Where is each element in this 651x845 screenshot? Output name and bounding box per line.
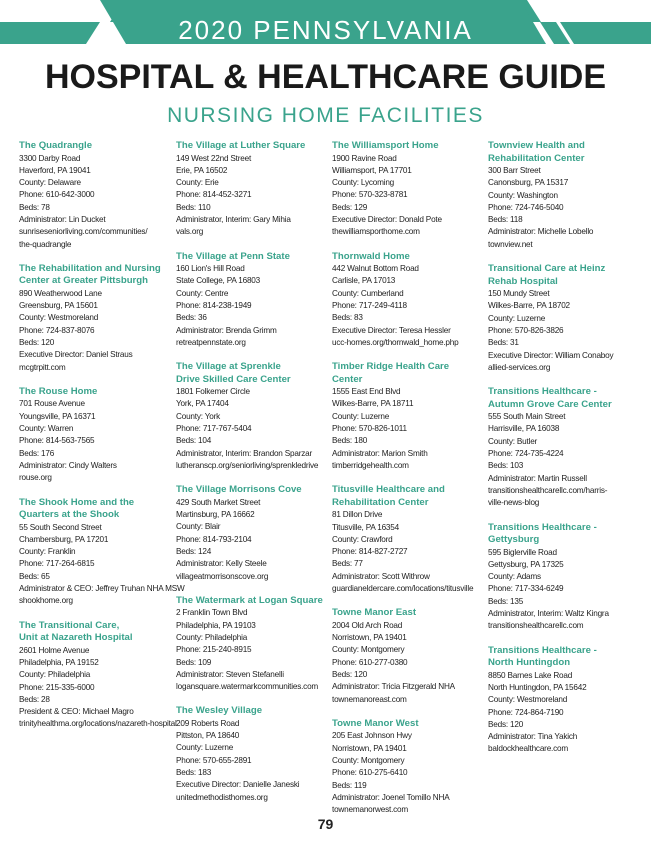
facility-detail: County: Blair [176,522,221,532]
facility-detail: President & CEO: Michael Magro [19,707,134,717]
facility-detail: Phone: 570-655-2891 [176,755,252,765]
facility-detail: Beds: 77 [332,559,363,569]
facility-name: The Rouse Home [19,385,98,397]
facility-detail: retreatpennstate.org [176,337,246,347]
facility-name: The Watermark at Logan Square [176,594,323,606]
facility-detail: Phone: 724-837-8076 [19,325,95,335]
facility-detail: Beds: 110 [176,202,211,212]
facility-detail: Administrator, Interim: Waltz Kingra [488,609,609,619]
facility-detail: Beds: 65 [19,571,50,581]
facility-detail: Administrator: Michelle Lobello [488,227,594,237]
facility-detail: mcgtrpitt.com [19,362,66,372]
facility-detail: transitionshealthcarellc.com [488,621,584,631]
facility-detail: Canonsburg, PA 15317 [488,178,569,188]
facility-name: The Village at Sprenkle [176,361,281,373]
facility-detail: Phone: 610-277-0380 [332,657,408,667]
facility-detail: Philadelphia, PA 19103 [176,620,256,630]
facility-name: Transitions Healthcare - [488,386,597,398]
facility-detail: unitedmethodisthomes.org [176,792,268,802]
facility-detail: Beds: 28 [19,694,50,704]
facility-detail: Phone: 724-735-4224 [488,449,564,459]
facility-name: Quarters at the Shook [19,509,120,521]
facility-detail: Phone: 814-827-2727 [332,547,408,557]
facility-detail: Administrator: Scott Withrow [332,571,430,581]
facility-detail: 701 Rouse Avenue [19,399,85,409]
facility-detail: villageatmorrisonscove.org [176,571,269,581]
facility-detail: Phone: 814-238-1949 [176,300,252,310]
facility-name: North Huntingdon [488,657,571,669]
facility-name: Rehabilitation Center [488,152,585,164]
facility-detail: Wilkes-Barre, PA 18711 [332,399,414,409]
facility-detail: 81 Dillon Drive [332,510,383,520]
facility-detail: Administrator: Joenel Tomillo NHA [332,792,450,802]
facility-entry [19,386,169,485]
facility-detail: Martinsburg, PA 16662 [176,510,255,520]
facility-entry [19,619,177,731]
facility-detail: Beds: 124 [176,546,212,556]
section-title: NURSING HOME FACILITIES [167,104,484,127]
facility-detail: 890 Weatherwood Lane [19,288,102,298]
facility-entry [488,140,638,251]
facility-name: The Williamsport Home [332,140,439,151]
facility-detail: 149 West 22nd Street [176,153,252,163]
facility-name: Townview Health and [488,140,585,151]
facility-detail: Carlisle, PA 17013 [332,276,396,286]
facility-name: The Shook Home and the [19,496,135,508]
facility-detail: Williamsport, PA 17701 [332,165,412,175]
facility-detail: Phone: 724-864-7190 [488,707,564,717]
facility-detail: Phone: 610-275-6410 [332,768,408,778]
facility-detail: the-quadrangle [19,239,72,249]
facility-detail: County: Luzerne [176,743,234,753]
facility-detail: County: Centre [176,288,229,298]
facility-detail: Youngsville, PA 16371 [19,411,96,421]
facility-detail: County: Westmoreland [19,313,99,323]
facility-detail: Beds: 180 [332,436,368,446]
facility-detail: 2601 Holme Avenue [19,645,90,655]
facility-entry [176,595,326,694]
facility-detail: Executive Director: Danielle Janeski [176,780,300,790]
facility-entry [488,522,638,633]
facility-detail: County: Crawford [332,534,393,544]
facility-detail: County: Erie [176,178,219,188]
facility-detail: North Huntingdon, PA 15642 [488,682,587,692]
facility-name: Thornwald Home [332,250,410,262]
facility-detail: York, PA 17404 [176,399,229,409]
facility-detail: Administrator: Tina Yakich [488,732,578,742]
facility-detail: Administrator: Lin Ducket [19,214,106,224]
facility-detail: Phone: 814-793-2104 [176,534,252,544]
facility-detail: 160 Lion's Hill Road [176,264,245,274]
facility-detail: baldockhealthcare.com [488,744,568,754]
facility-detail: County: Franklin [19,547,76,557]
facility-detail: timberridgehealth.com [332,460,409,470]
facility-entry [488,645,638,756]
facility-detail: 150 Mundy Street [488,289,550,299]
facility-entry [176,484,326,583]
facility-detail: Administrator: Steven Stefanelli [176,669,284,679]
header-banner [0,0,651,58]
facility-name: The Transitional Care, [19,619,120,631]
facility-detail: Pittston, PA 18640 [176,731,240,741]
facility-detail: Titusville, PA 16354 [332,522,399,532]
facility-detail: Beds: 118 [488,215,523,225]
facility-detail: Beds: 135 [488,596,524,606]
facility-detail: Beds: 120 [488,719,524,729]
facility-detail: Administrator: Martin Russell [488,473,587,483]
facility-detail: County: Butler [488,436,538,446]
facility-detail: Beds: 109 [176,657,212,667]
facility-name: Drive Skilled Care Center [176,373,291,385]
facility-entry [332,251,482,350]
facility-detail: County: Cumberland [332,288,404,298]
facility-detail: Norristown, PA 19401 [332,633,407,643]
facility-detail: 595 Biglerville Road [488,547,557,557]
facility-detail: Executive Director: Donald Pote [332,214,442,224]
facility-detail: 55 South Second Street [19,522,102,532]
facility-detail: Phone: 717-249-4118 [332,300,407,310]
facility-name: Autumn Grove Care Center [488,398,612,410]
facility-detail: County: Delaware [19,178,81,188]
facility-detail: Phone: 570-323-8781 [332,190,408,200]
facility-detail: 209 Roberts Road [176,718,240,728]
facility-detail: vals.org [176,227,204,237]
facility-entry [176,251,326,350]
facility-detail: Beds: 36 [176,313,207,323]
facility-detail: 442 Walnut Bottom Road [332,264,419,274]
facility-detail: guardianeldercare.com/locations/titusville [332,584,474,594]
facility-detail: Phone: 570-826-3826 [488,325,564,335]
facility-name: Rehabilitation Center [332,496,429,508]
facility-columns [19,140,644,815]
facility-name: Towne Manor East [332,607,417,619]
facility-detail: Phone: 570-826-1011 [332,424,407,434]
facility-detail: Harrisville, PA 16038 [488,424,560,434]
facility-detail: 205 East Johnson Hwy [332,731,412,741]
facility-detail: State College, PA 16803 [176,276,261,286]
facility-detail: County: Lycoming [332,178,395,188]
facility-entry [176,705,326,804]
column-2 [176,140,326,816]
facility-detail: 2004 Old Arch Road [332,620,403,630]
facility-detail: Chambersburg, PA 17201 [19,534,109,544]
facility-detail: ucc-homes.org/thornwald_home.php [332,337,459,347]
facility-detail: Philadelphia, PA 19152 [19,657,99,667]
facility-detail: Beds: 183 [176,768,212,778]
facility-detail: County: Philadelphia [176,632,248,642]
facility-detail: Beds: 103 [488,461,524,471]
facility-detail: 300 Barr Street [488,166,541,175]
facility-detail: Beds: 129 [332,202,368,212]
facility-name: The Wesley Village [176,705,263,717]
facility-detail: Erie, PA 16502 [176,165,228,175]
facility-detail: Norristown, PA 19401 [332,743,407,753]
facility-detail: Phone: 717-334-6249 [488,584,564,594]
facility-detail: Wilkes-Barre, PA 18702 [488,301,570,311]
facility-detail: sunriseseniorliving.com/communities/ [19,227,148,237]
facility-detail: Beds: 83 [332,313,363,323]
facility-name: Rehab Hospital [488,275,558,287]
facility-detail: shookhome.org [19,596,73,606]
facility-detail: Phone: 215-240-8915 [176,645,252,655]
facility-name: The Village at Luther Square [176,140,306,151]
facility-detail: Beds: 31 [488,338,519,348]
facility-entry [176,361,326,472]
facility-detail: Administrator: Kelly Steele [176,559,267,569]
facility-entry [332,361,482,472]
facility-detail: Phone: 610-642-3000 [19,190,95,200]
facility-detail: County: Adams [488,572,541,582]
facility-detail: 2 Franklin Town Blvd [176,608,248,618]
column-4 [488,140,638,768]
page-number: 79 [317,816,334,832]
facility-detail: rouse.org [19,473,52,483]
facility-detail: trinityhealthma.org/locations/nazareth-hospital [19,719,177,729]
facility-detail: Administrator, Interim: Gary Mihia [176,214,291,224]
facility-detail: Beds: 120 [19,338,55,348]
facility-detail: County: Luzerne [488,313,546,323]
facility-detail: lutheranscp.org/seniorliving/sprenkledrive [176,460,319,470]
facility-detail: 429 South Market Street [176,497,261,507]
facility-detail: allied-services.org [488,362,551,372]
facility-detail: Administrator: Cindy Walters [19,460,117,470]
facility-entry [19,140,169,251]
facility-entry [332,718,482,817]
facility-detail: Haverford, PA 19041 [19,165,91,175]
facility-detail: transitionshealthcarellc.com/harris- [488,485,608,495]
column-1 [19,140,185,743]
facility-name: Timber Ridge Health Care Center [332,361,450,385]
facility-detail: Beds: 119 [332,780,367,790]
facility-detail: County: York [176,411,221,421]
facility-detail: townemanoreast.com [332,694,407,704]
facility-detail: townview.net [488,239,533,249]
facility-detail: townemanorwest.com [332,805,409,815]
facility-detail: Phone: 814-563-7565 [19,436,95,446]
facility-detail: Administrator: Brenda Grimm [176,325,277,335]
facility-entry [488,263,638,374]
facility-detail: Administrator: Tricia Fitzgerald NHA [332,682,455,692]
facility-detail: County: Philadelphia [19,670,91,680]
facility-name: Titusville Healthcare and [332,484,445,496]
facility-name: The Quadrangle [19,140,93,151]
facility-entry [19,263,169,374]
facility-name: Towne Manor West [332,717,419,729]
facility-entry [332,484,482,595]
facility-detail: Executive Director: Teresa Hessler [332,325,451,335]
facility-entry [176,140,326,239]
facility-detail: Beds: 104 [176,436,212,446]
facility-name: Transitions Healthcare - [488,521,597,533]
facility-name: Gettysburg [488,534,540,546]
page-title: HOSPITAL & HEALTHCARE GUIDE [44,58,607,96]
facility-detail: County: Montgomery [332,755,405,765]
facility-name: The Rehabilitation and Nursing [19,262,161,274]
facility-entry [332,607,482,706]
facility-detail: County: Luzerne [332,411,390,421]
facility-detail: 555 South Main Street [488,412,566,422]
facility-detail: ville-news-blog [488,498,540,508]
facility-detail: Greensburg, PA 15601 [19,301,98,311]
facility-detail: 8850 Barnes Lake Road [488,670,573,680]
facility-detail: Executive Director: William Conaboy [488,350,614,360]
facility-name: Transitions Healthcare - [488,644,597,656]
facility-detail: 1555 East End Blvd [332,387,401,397]
facility-entry [19,496,185,608]
facility-detail: Phone: 717-767-5404 [176,424,252,434]
facility-detail: County: Westmoreland [488,695,568,705]
facility-detail: Executive Director: Daniel Straus [19,350,133,360]
facility-name: Unit at Nazareth Hospital [19,632,133,644]
facility-detail: Beds: 120 [332,670,368,679]
facility-detail: thewilliamsporthome.com [332,227,420,237]
facility-detail: Phone: 814-452-3271 [176,190,252,200]
facility-detail: Phone: 724-746-5040 [488,202,564,212]
facility-detail: Administrator, Interim: Brandon Sparzar [176,448,312,458]
banner-title: 2020 PENNSYLVANIA [178,15,473,45]
facility-detail: County: Montgomery [332,645,405,655]
facility-entry [332,140,482,239]
facility-detail: Administrator: Marion Smith [332,448,428,458]
facility-detail: Phone: 717-264-6815 [19,559,95,569]
facility-name: The Village Morrisons Cove [176,484,302,496]
facility-detail: 3300 Darby Road [19,153,81,163]
facility-detail: Beds: 78 [19,202,50,212]
facility-detail: Gettysburg, PA 17325 [488,559,564,569]
column-3 [332,140,482,828]
facility-detail: Administrator & CEO: Jeffrey Truhan NHA MSW [19,584,185,594]
facility-detail: 1801 Folkemer Circle [176,387,250,397]
facility-detail: 1900 Ravine Road [332,153,397,163]
facility-name: Center at Greater Pittsburgh [19,275,149,287]
facility-detail: County: Warren [19,424,74,434]
facility-name: The Village at Penn State [176,250,290,262]
facility-detail: logansquare.watermarkcommunities.com [176,682,319,692]
facility-detail: Phone: 215-335-6000 [19,682,95,692]
facility-detail: Beds: 176 [19,448,55,458]
facility-entry [488,386,638,509]
facility-detail: County: Washington [488,190,558,200]
facility-name: Transitional Care at Heinz [488,263,606,275]
